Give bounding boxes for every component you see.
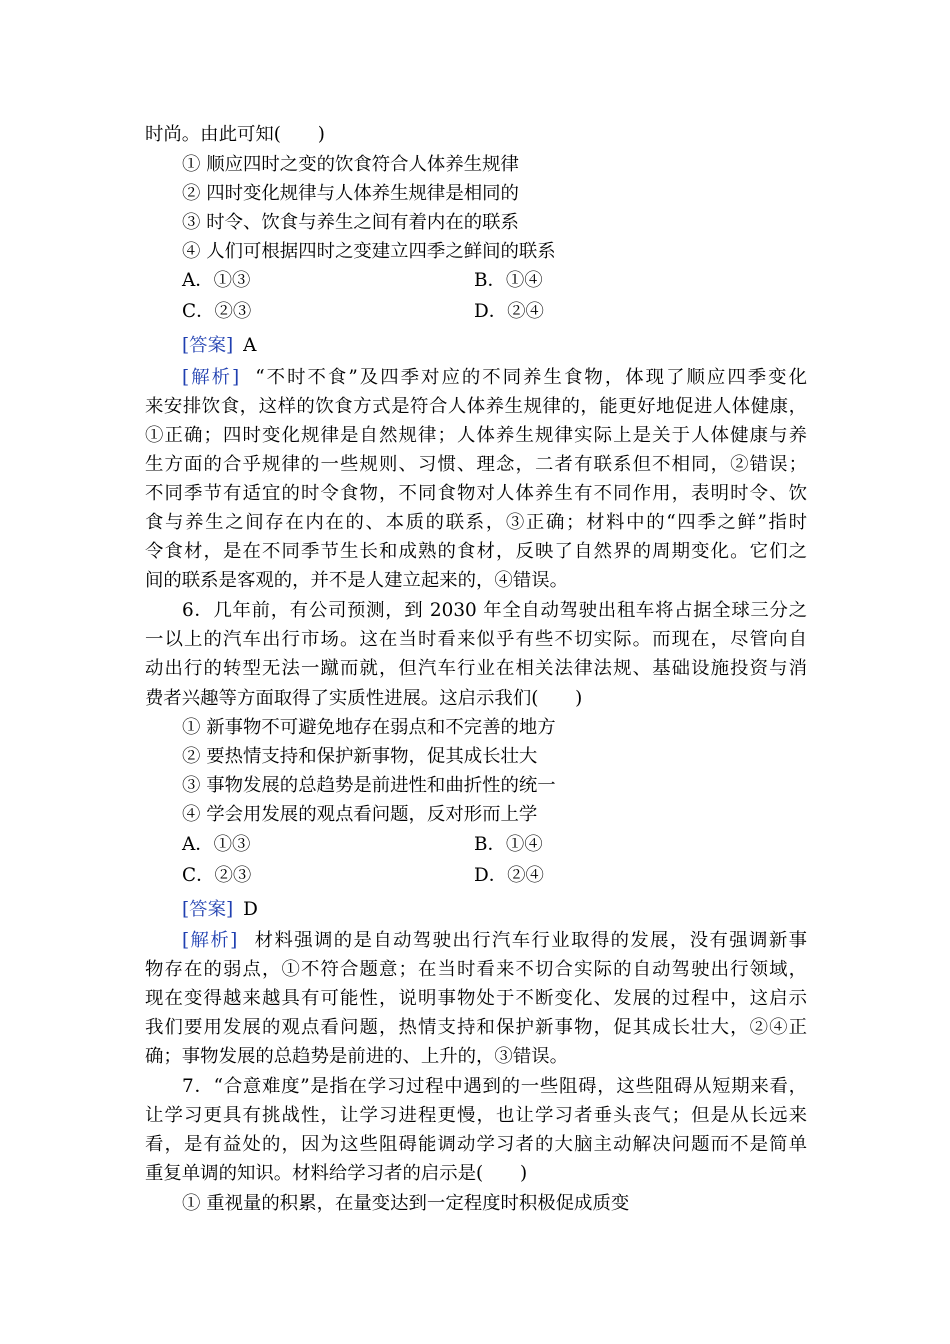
q5-choice-c: C．②③ bbox=[182, 301, 252, 322]
q5-analysis-line-5: 不同季节有适宜的时令食物，不同食物对人体养生有不同作用，表明时令、饮 bbox=[145, 483, 807, 504]
q5-analysis-line-1 bbox=[182, 363, 807, 392]
q5-analysis-line-8: 间的联系是客观的，并不是人建立起来的，④错误。 bbox=[145, 570, 568, 591]
q5-option-3: ③ 时令、饮食与养生之间有着内在的联系 bbox=[182, 212, 519, 233]
q5-option-4: ④ 人们可根据四时之变建立四季之鲜间的联系 bbox=[182, 241, 556, 262]
q6-stem-line-3: 动出行的转型无法一蹴而就，但汽车行业在相关法律法规、基础设施投资与消 bbox=[145, 658, 807, 679]
q7-stem-line-1: 7．“合意难度”是指在学习过程中遇到的一些阻碍，这些阻碍从短期来看， bbox=[182, 1076, 807, 1097]
q6-stem-line-2: 一以上的汽车出行市场。这在当时看来似乎有些不切实际。而现在，尽管向自 bbox=[145, 629, 807, 650]
q7-stem-line-4: 重复单调的知识。材料给学习者的启示是( ) bbox=[145, 1163, 528, 1184]
q6-analysis-text-1: 材料强调的是自动驾驶出行汽车行业取得的发展，没有强调新事 bbox=[253, 930, 807, 951]
q5-analysis-text-1: “不时不食”及四季对应的不同养生食物，体现了顺应四季变化 bbox=[255, 367, 807, 388]
q5-option-1: ① 顺应四时之变的饮食符合人体养生规律 bbox=[182, 154, 519, 175]
q5-analysis-line-4: 生方面的合乎规律的一些规则、习惯、理念，二者有联系但不相同，②错误； bbox=[145, 454, 807, 475]
q5-option-2: ② 四时变化规律与人体养生规律是相同的 bbox=[182, 183, 519, 204]
answer-tag: [答案] bbox=[182, 899, 234, 920]
q6-choice-c: C．②③ bbox=[182, 865, 252, 886]
q5-analysis-line-7: 令食材，是在不同季节生长和成熟的食材，反映了自然界的周期变化。它们之 bbox=[145, 541, 807, 562]
q7-stem-line-2: 让学习更具有挑战性，让学习进程更慢，也让学习者垂头丧气；但是从长远来 bbox=[145, 1105, 807, 1126]
q6-analysis-line-2: 物存在的弱点，①不符合题意；在当时看来不切合实际的自动驾驶出行领域， bbox=[145, 959, 807, 980]
q5-stem-tail: 时尚。由此可知( ) bbox=[145, 124, 325, 145]
q5-analysis-line-3: ①正确；四时变化规律是自然规律；人体养生规律实际上是关于人体健康与养 bbox=[145, 425, 807, 446]
q5-choice-b: B．①④ bbox=[474, 270, 543, 291]
q5-answer-value: A bbox=[243, 335, 257, 356]
q5-answer bbox=[182, 331, 256, 360]
q5-analysis-line-2: 来安排饮食，这样的饮食方式是符合人体养生规律的，能更好地促进人体健康， bbox=[145, 396, 807, 417]
q6-option-4: ④ 学会用发展的观点看问题，反对形而上学 bbox=[182, 804, 538, 825]
q6-option-1: ① 新事物不可避免地存在弱点和不完善的地方 bbox=[182, 717, 556, 738]
q6-stem-line-4: 费者兴趣等方面取得了实质性进展。这启示我们( ) bbox=[145, 688, 583, 709]
q6-analysis-line-3: 现在变得越来越具有可能性，说明事物处于不断变化、发展的过程中，这启示 bbox=[145, 988, 807, 1009]
q7-stem-line-3: 看，是有益处的，因为这些阻碍能调动学习者的大脑主动解决问题而不是简单 bbox=[145, 1134, 807, 1155]
analysis-tag: [解析] bbox=[182, 367, 240, 388]
answer-tag: [答案] bbox=[182, 335, 234, 356]
q6-answer-value: D bbox=[243, 899, 258, 920]
q6-analysis-line-5: 确；事物发展的总趋势是前进的、上升的，③错误。 bbox=[145, 1046, 568, 1067]
q7-option-1: ① 重视量的积累，在量变达到一定程度时积极促成质变 bbox=[182, 1193, 630, 1214]
q6-choice-a: A．①③ bbox=[182, 834, 251, 855]
q6-answer bbox=[182, 895, 258, 924]
q6-analysis-line-1 bbox=[182, 926, 807, 955]
q6-option-3: ③ 事物发展的总趋势是前进性和曲折性的统一 bbox=[182, 775, 556, 796]
q5-choice-d: D．②④ bbox=[474, 301, 544, 322]
q5-choice-a: A．①③ bbox=[182, 270, 251, 291]
q5-analysis-line-6: 食与养生之间存在内在的、本质的联系，③正确；材料中的“四季之鲜”指时 bbox=[145, 512, 807, 533]
q6-analysis-line-4: 我们要用发展的观点看问题，热情支持和保护新事物，促其成长壮大，②④正 bbox=[145, 1017, 807, 1038]
q6-option-2: ② 要热情支持和保护新事物，促其成长壮大 bbox=[182, 746, 538, 767]
analysis-tag: [解析] bbox=[182, 930, 238, 951]
q6-choice-d: D．②④ bbox=[474, 865, 544, 886]
q6-stem-line-1: 6．几年前，有公司预测，到 2030 年全自动驾驶出租车将占据全球三分之 bbox=[182, 600, 807, 621]
q6-choice-b: B．①④ bbox=[474, 834, 543, 855]
